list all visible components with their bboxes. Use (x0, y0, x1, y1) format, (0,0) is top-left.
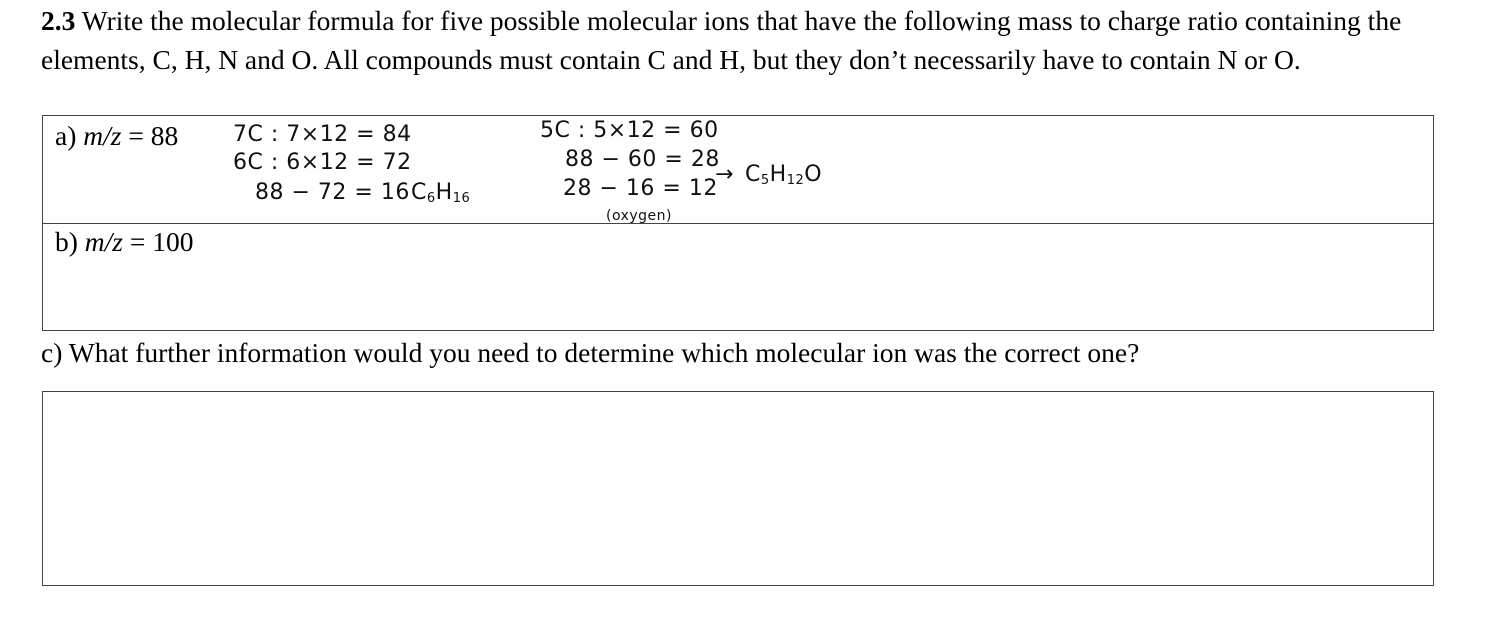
part-b-label (55, 225, 194, 259)
handwritten-formula-c5h12o: $C_5H_{12}O$ (745, 162, 823, 188)
handwritten-28-minus-16: 28 − 16 = 12 (563, 176, 718, 201)
handwritten-formula-c6h16: $C_6H_{16}$ (411, 180, 471, 206)
part-b-variable: m/z (84, 226, 123, 257)
handwritten-6c-calc: 6C : 6×12 = 72 (233, 150, 412, 175)
handwritten-88-minus-60: 88 − 60 = 28 (565, 147, 720, 172)
answer-box-c[interactable] (42, 391, 1434, 586)
handwritten-oxygen-note: (oxygen) (606, 208, 673, 224)
arrow-icon: → (715, 162, 734, 187)
question-number: 2.3 (41, 5, 76, 36)
handwritten-5c-calc: 5C : 5×12 = 60 (540, 118, 719, 143)
question-body: Write the molecular formula for five possible molecular ions that have the following mass to charge ratio containing the elements, C, H, N and O. All compounds must contain C and H, but they don’t necessarily have to contain N or O. (41, 5, 1402, 75)
part-a-variable: m/z (83, 120, 122, 151)
answer-row-b[interactable] (43, 224, 1433, 330)
question-text (41, 2, 1461, 79)
part-b-value: = 100 (123, 226, 194, 257)
part-b-prefix: b) (55, 226, 85, 257)
handwritten-7c-calc: 7C : 7×12 = 84 (233, 122, 412, 147)
part-c-question: c) What further information would you need to determine which molecular ion was the correct one? (41, 337, 1140, 368)
answer-table (42, 115, 1434, 331)
part-a-label (55, 119, 178, 153)
answer-row-a[interactable] (43, 116, 1433, 224)
handwritten-remainder-calc: 88 − 72 = 16 (255, 180, 410, 205)
part-a-prefix: a) (55, 120, 84, 151)
part-a-value: = 88 (121, 120, 179, 151)
